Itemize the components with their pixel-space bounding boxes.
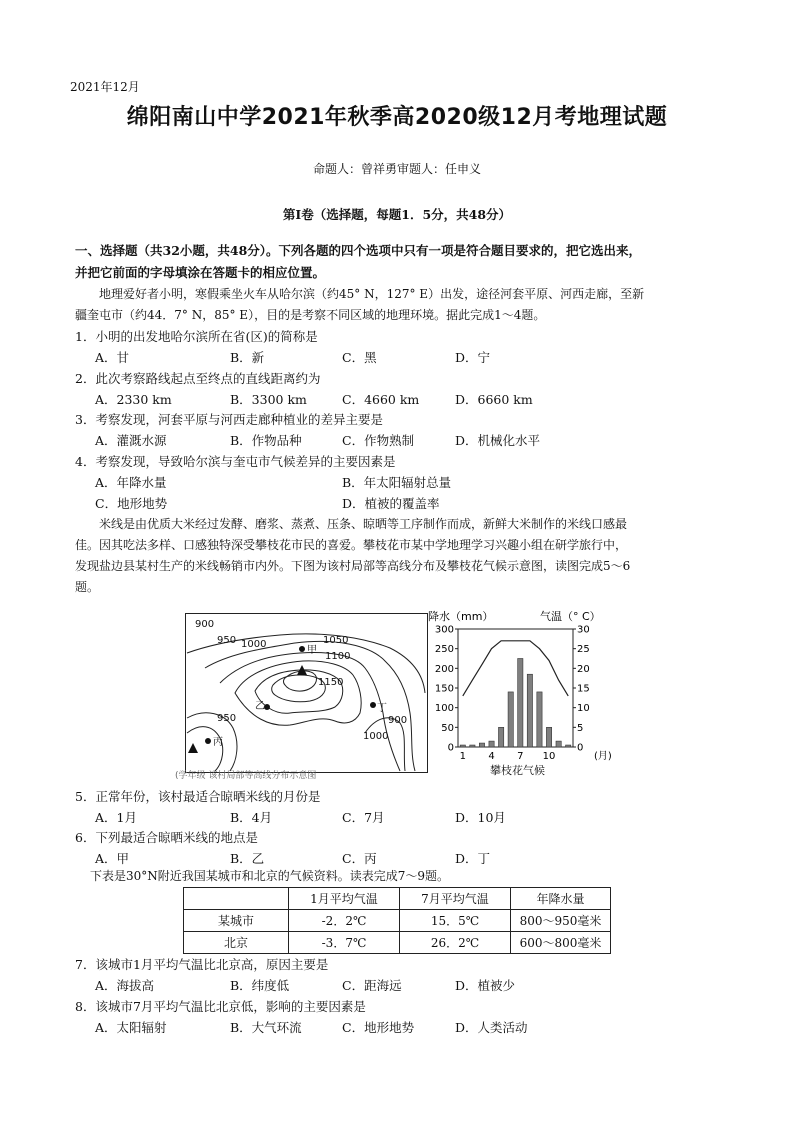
q7-option-c[interactable]: C．距海远 [342, 978, 402, 993]
contour-label: 950 [217, 713, 237, 724]
climate-chart [428, 607, 618, 777]
q7-option-a[interactable]: A．海拔高 [95, 978, 155, 993]
passage-1-line-2: 疆奎屯市（约44．7° N，85° E），目的是考察不同区域的地理环境。据此完成1～4题。 [75, 308, 546, 322]
q3-option-c[interactable]: C．作物熟制 [342, 433, 415, 448]
section-instruction [75, 240, 725, 284]
q4-option-c[interactable]: C．地形地势 [95, 496, 168, 511]
q5-option-d[interactable]: D．10月 [455, 810, 506, 825]
contour-label: 1100 [325, 651, 351, 662]
q8-option-d[interactable]: D．人类活动 [455, 1020, 528, 1035]
q4-option-b[interactable]: B．年太阳辐射总量 [342, 475, 452, 490]
point-label-bing: 丙 [213, 737, 223, 748]
question-2: 2．此次考察路线起点至终点的直线距离约为 [75, 371, 321, 386]
author-line: 命题人：曾祥勇审题人：任申义 [312, 162, 481, 176]
precip-bar [498, 727, 503, 747]
q7-option-b[interactable]: B．纬度低 [230, 978, 290, 993]
table-cell: -2．2℃ [289, 910, 400, 932]
question-7: 7．该城市1月平均气温比北京高，原因主要是 [75, 957, 329, 972]
right-tick-label: 5 [577, 722, 584, 734]
question-1: 1．小明的出发地哈尔滨所在省(区)的简称是 [75, 329, 318, 344]
precip-bar [527, 674, 532, 747]
q4-option-a[interactable]: A．年降水量 [95, 475, 167, 490]
q1-option-b[interactable]: B．新 [230, 350, 265, 365]
plot-area [435, 625, 590, 763]
question-6: 6．下列最适合晾晒米线的地点是 [75, 830, 258, 845]
right-tick-label: 15 [577, 683, 590, 695]
point-label-ding: 丁 [377, 703, 387, 714]
passage-1-line-1: 地理爱好者小明，寒假乘坐火车从哈尔滨（约45° N，127° E）出发，途径河套平原、河西走廊，至新 [99, 287, 645, 301]
q5-option-c[interactable]: C．7月 [342, 810, 385, 825]
passage-2-line-4: 题。 [75, 580, 100, 594]
month-tick-label: 4 [488, 751, 495, 762]
left-tick-label: 200 [434, 663, 454, 675]
q5-option-b[interactable]: B．4月 [230, 810, 273, 825]
table-row [184, 910, 611, 932]
q7-option-d[interactable]: D．植被少 [455, 978, 516, 993]
q2-option-b[interactable]: B．3300 km [230, 392, 307, 407]
right-tick-label: 25 [577, 644, 590, 656]
contour-label: 1150 [318, 677, 344, 688]
q8-option-c[interactable]: C．地形地势 [342, 1020, 415, 1035]
question-8: 8．该城市7月平均气温比北京低，影响的主要因素是 [75, 999, 366, 1014]
question-3: 3．考察发现，河套平原与河西走廊种植业的差异主要是 [75, 412, 383, 427]
table-cell: -3．7℃ [289, 932, 400, 954]
q2-option-d[interactable]: D．6660 km [455, 392, 533, 407]
precip-bar [546, 727, 551, 747]
table-cell: 600～800毫米 [511, 932, 611, 954]
q8-option-b[interactable]: B．大气环流 [230, 1020, 302, 1035]
table-header: 年降水量 [511, 888, 611, 910]
q6-option-c[interactable]: C．丙 [342, 851, 377, 866]
table-cell: 800～950毫米 [511, 910, 611, 932]
q5-option-a[interactable]: A．1月 [95, 810, 137, 825]
q1-option-c[interactable]: C．黑 [342, 350, 377, 365]
month-tick-label: 10 [542, 751, 556, 762]
contour-label: 950 [217, 635, 237, 646]
question-4: 4．考察发现，导致哈尔滨与奎屯市气候差异的主要因素是 [75, 454, 396, 469]
contour-label: 1050 [323, 635, 349, 646]
contour-label: 1000 [241, 639, 267, 650]
left-tick-label: 50 [441, 722, 454, 734]
point-ding-dot [370, 702, 376, 708]
q6-option-b[interactable]: B．乙 [230, 851, 265, 866]
precip-bar [489, 741, 494, 747]
passage-2 [75, 514, 725, 598]
q6-option-a[interactable]: A．甲 [95, 851, 130, 866]
passage-1 [75, 284, 725, 326]
q3-option-d[interactable]: D．机械化水平 [455, 433, 541, 448]
q8-option-a[interactable]: A．太阳辐射 [95, 1020, 167, 1035]
exam-date: 2021年12月 [70, 80, 140, 94]
right-tick-label: 20 [577, 663, 590, 675]
point-label-yi: 乙 [255, 701, 265, 712]
table-cell: 北京 [184, 932, 289, 954]
passage-2-line-2: 佳。因其吃法多样、口感独特深受攀枝花市民的喜爱。攀枝花市某中学地理学习兴趣小组在研学旅行中， [75, 538, 628, 552]
left-tick-label: 100 [434, 703, 454, 715]
left-tick-label: 150 [434, 683, 454, 695]
contour-map [175, 613, 428, 781]
passage-2-line-3: 发现盐边县某村生产的米线畅销市内外。下图为该村局部等高线分布及攀枝花气候示意图，读图完成5～6 [75, 559, 631, 573]
q2-option-c[interactable]: C．4660 km [342, 392, 420, 407]
map-caption-cut: (学年级 该村局部等高线分布示意图 [175, 771, 317, 781]
left-axis-label: 降水（mm） [428, 610, 494, 623]
point-bing-dot [205, 738, 211, 744]
section-line-1: 一、选择题（共32小题，共48分）。下列各题的四个选项中只有一项是符合题目要求的，把它选出来， [75, 243, 642, 258]
precip-bar [518, 659, 523, 748]
q4-option-d[interactable]: D．植被的覆盖率 [342, 496, 440, 511]
left-tick-label: 250 [434, 644, 454, 656]
point-label-jia: 甲 [307, 645, 317, 656]
left-tick-label: 300 [434, 624, 454, 636]
q1-option-d[interactable]: D．宁 [455, 350, 491, 365]
section-line-2: 并把它前面的字母填涂在答题卡的相应位置。 [75, 265, 326, 280]
table-cell: 某城市 [184, 910, 289, 932]
q2-option-a[interactable]: A．2330 km [95, 392, 172, 407]
passage-3: 下表是30°N附近我国某城市和北京的气候资料。读表完成7～9题。 [90, 869, 450, 883]
right-axis-label: 气温（° C） [540, 610, 601, 623]
table-header [184, 888, 289, 910]
passage-2-line-1: 米线是由优质大米经过发酵、磨浆、蒸煮、压条、晾晒等工序制作而成，新鲜大米制作的米线口感最 [99, 517, 628, 531]
page-title: 绵阳南山中学2021年秋季高2020级12月考地理试题 [126, 105, 668, 130]
right-tick-label: 30 [577, 624, 590, 636]
table-header: 7月平均气温 [400, 888, 511, 910]
right-tick-label: 0 [577, 742, 584, 754]
q3-option-b[interactable]: B．作物品种 [230, 433, 302, 448]
month-tick-label: 1 [459, 751, 466, 762]
temperature-line [463, 641, 568, 696]
table-row [184, 932, 611, 954]
question-5: 5．正常年份，该村最适合晾晒米线的月份是 [75, 789, 321, 804]
month-unit: (月) [594, 751, 612, 762]
table-header-row [184, 888, 611, 910]
climate-chart-caption: 攀枝花气候 [490, 764, 545, 777]
precip-bar [556, 741, 561, 747]
month-tick-label: 7 [517, 751, 524, 762]
point-jia-dot [299, 646, 305, 652]
right-tick-label: 10 [577, 703, 590, 715]
precip-bar [537, 692, 542, 747]
q6-option-d[interactable]: D．丁 [455, 851, 491, 866]
precip-bar [479, 743, 484, 747]
contour-label: 900 [195, 619, 215, 630]
contour-label: 900 [388, 715, 408, 726]
precip-bar [460, 745, 465, 747]
left-tick-label: 0 [447, 742, 454, 754]
q3-option-a[interactable]: A．灌溉水源 [95, 433, 167, 448]
precip-bar [508, 692, 513, 747]
table-cell: 26．2℃ [400, 932, 511, 954]
table-cell: 15．5℃ [400, 910, 511, 932]
precip-bar [470, 745, 475, 747]
q1-option-a[interactable]: A．甘 [95, 350, 130, 365]
part-heading: 第Ⅰ卷（选择题，每题1．5分，共48分） [282, 207, 512, 222]
climate-table [183, 887, 611, 954]
precip-bar [566, 745, 571, 747]
plot-frame [458, 629, 573, 747]
table-header: 1月平均气温 [289, 888, 400, 910]
contour-label: 1000 [363, 731, 389, 742]
